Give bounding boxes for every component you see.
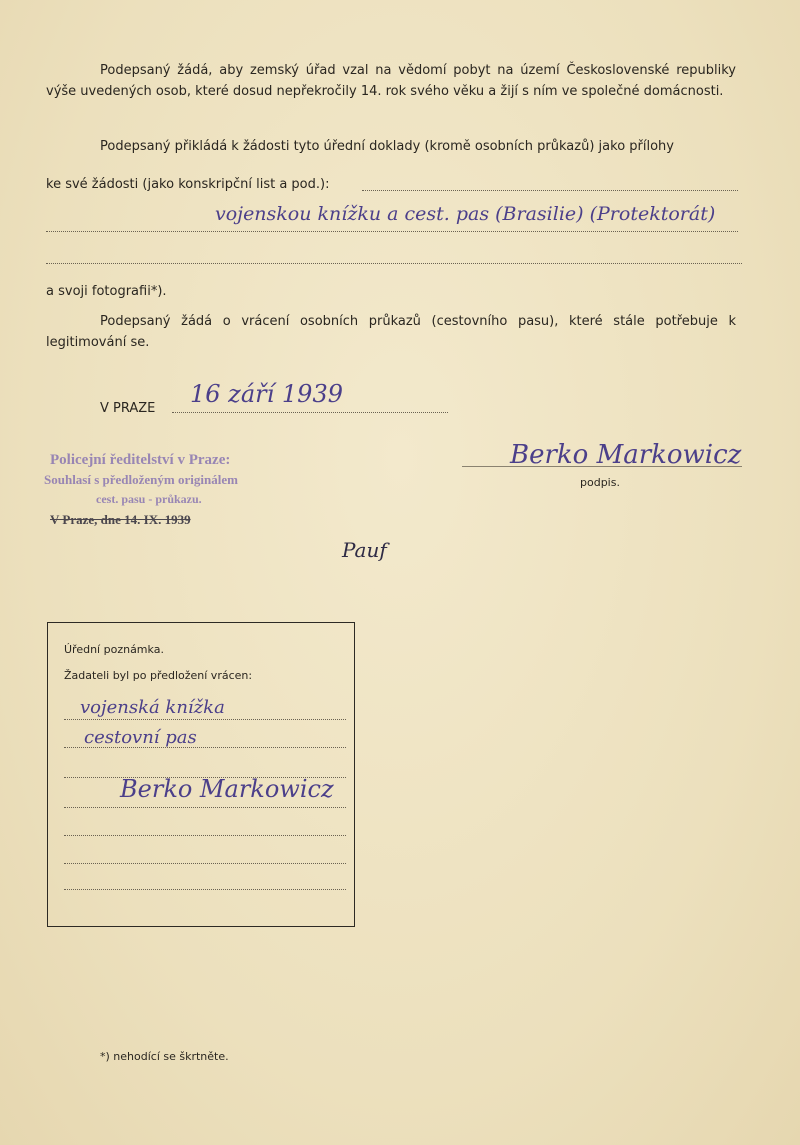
note-line [64,835,346,836]
official-note-box [47,622,355,927]
handwritten-returned-item-1: vojenská knížka [80,697,225,718]
dotted-line [46,263,742,264]
stamp-line-4: V Praze, dne 14. IX. 1939 [50,512,191,527]
paragraph-attachments-continued: ke své žádosti (jako konskripční list a pod.): [46,177,330,192]
footnote: *) nehodící se škrtněte. [100,1050,229,1063]
note-line [64,863,346,864]
stamp-line-3: cest. pasu - průkazu. [96,492,202,506]
place-label: V PRAZE [100,401,156,416]
stamp-line-2: Souhlasí s předloženým originálem [44,472,238,487]
handwritten-attachments: vojenskou knížku a cest. pas (Brasilie) (Protektorát) [215,203,716,225]
date-line [172,412,448,413]
handwritten-initials: Pauf [342,538,387,562]
stamp-line-1: Policejní ředitelství v Praze: [50,452,231,468]
paragraph-residence-request: Podepsaný žádá, aby zemský úřad vzal na vědomí pobyt na území Československé republiky výše uvedených osob, které dosud nepřekročily 14. rok svého věku a žijí s ním ve společné domácnosti. [46,63,736,99]
signature-caption: podpis. [580,476,620,489]
paragraph-photo: a svoji fotografii*). [46,284,167,299]
paragraph-attachments: Podepsaný přikládá k žádosti tyto úřední doklady (kromě osobních průkazů) jako přílohy [100,139,674,154]
note-box-title: Úřední poznámka. [64,643,164,656]
dotted-line [362,190,738,191]
handwritten-returned-item-2: cestovní pas [84,727,197,748]
paragraph-return-documents: Podepsaný žádá o vrácení osobních průkazů (cestovního pasu), které stále potřebuje k legitimování se. [46,314,736,350]
dotted-line [46,231,738,232]
note-line [64,719,346,720]
handwritten-returned-signature: Berko Markowicz [120,775,334,803]
note-line [64,747,346,748]
signature-line [462,466,742,467]
handwritten-date: 16 září 1939 [190,380,343,408]
note-line [64,889,346,890]
note-box-subtitle: Žadateli byl po předložení vrácen: [64,669,253,682]
note-line [64,807,346,808]
handwritten-signature: Berko Markowicz [510,440,742,470]
